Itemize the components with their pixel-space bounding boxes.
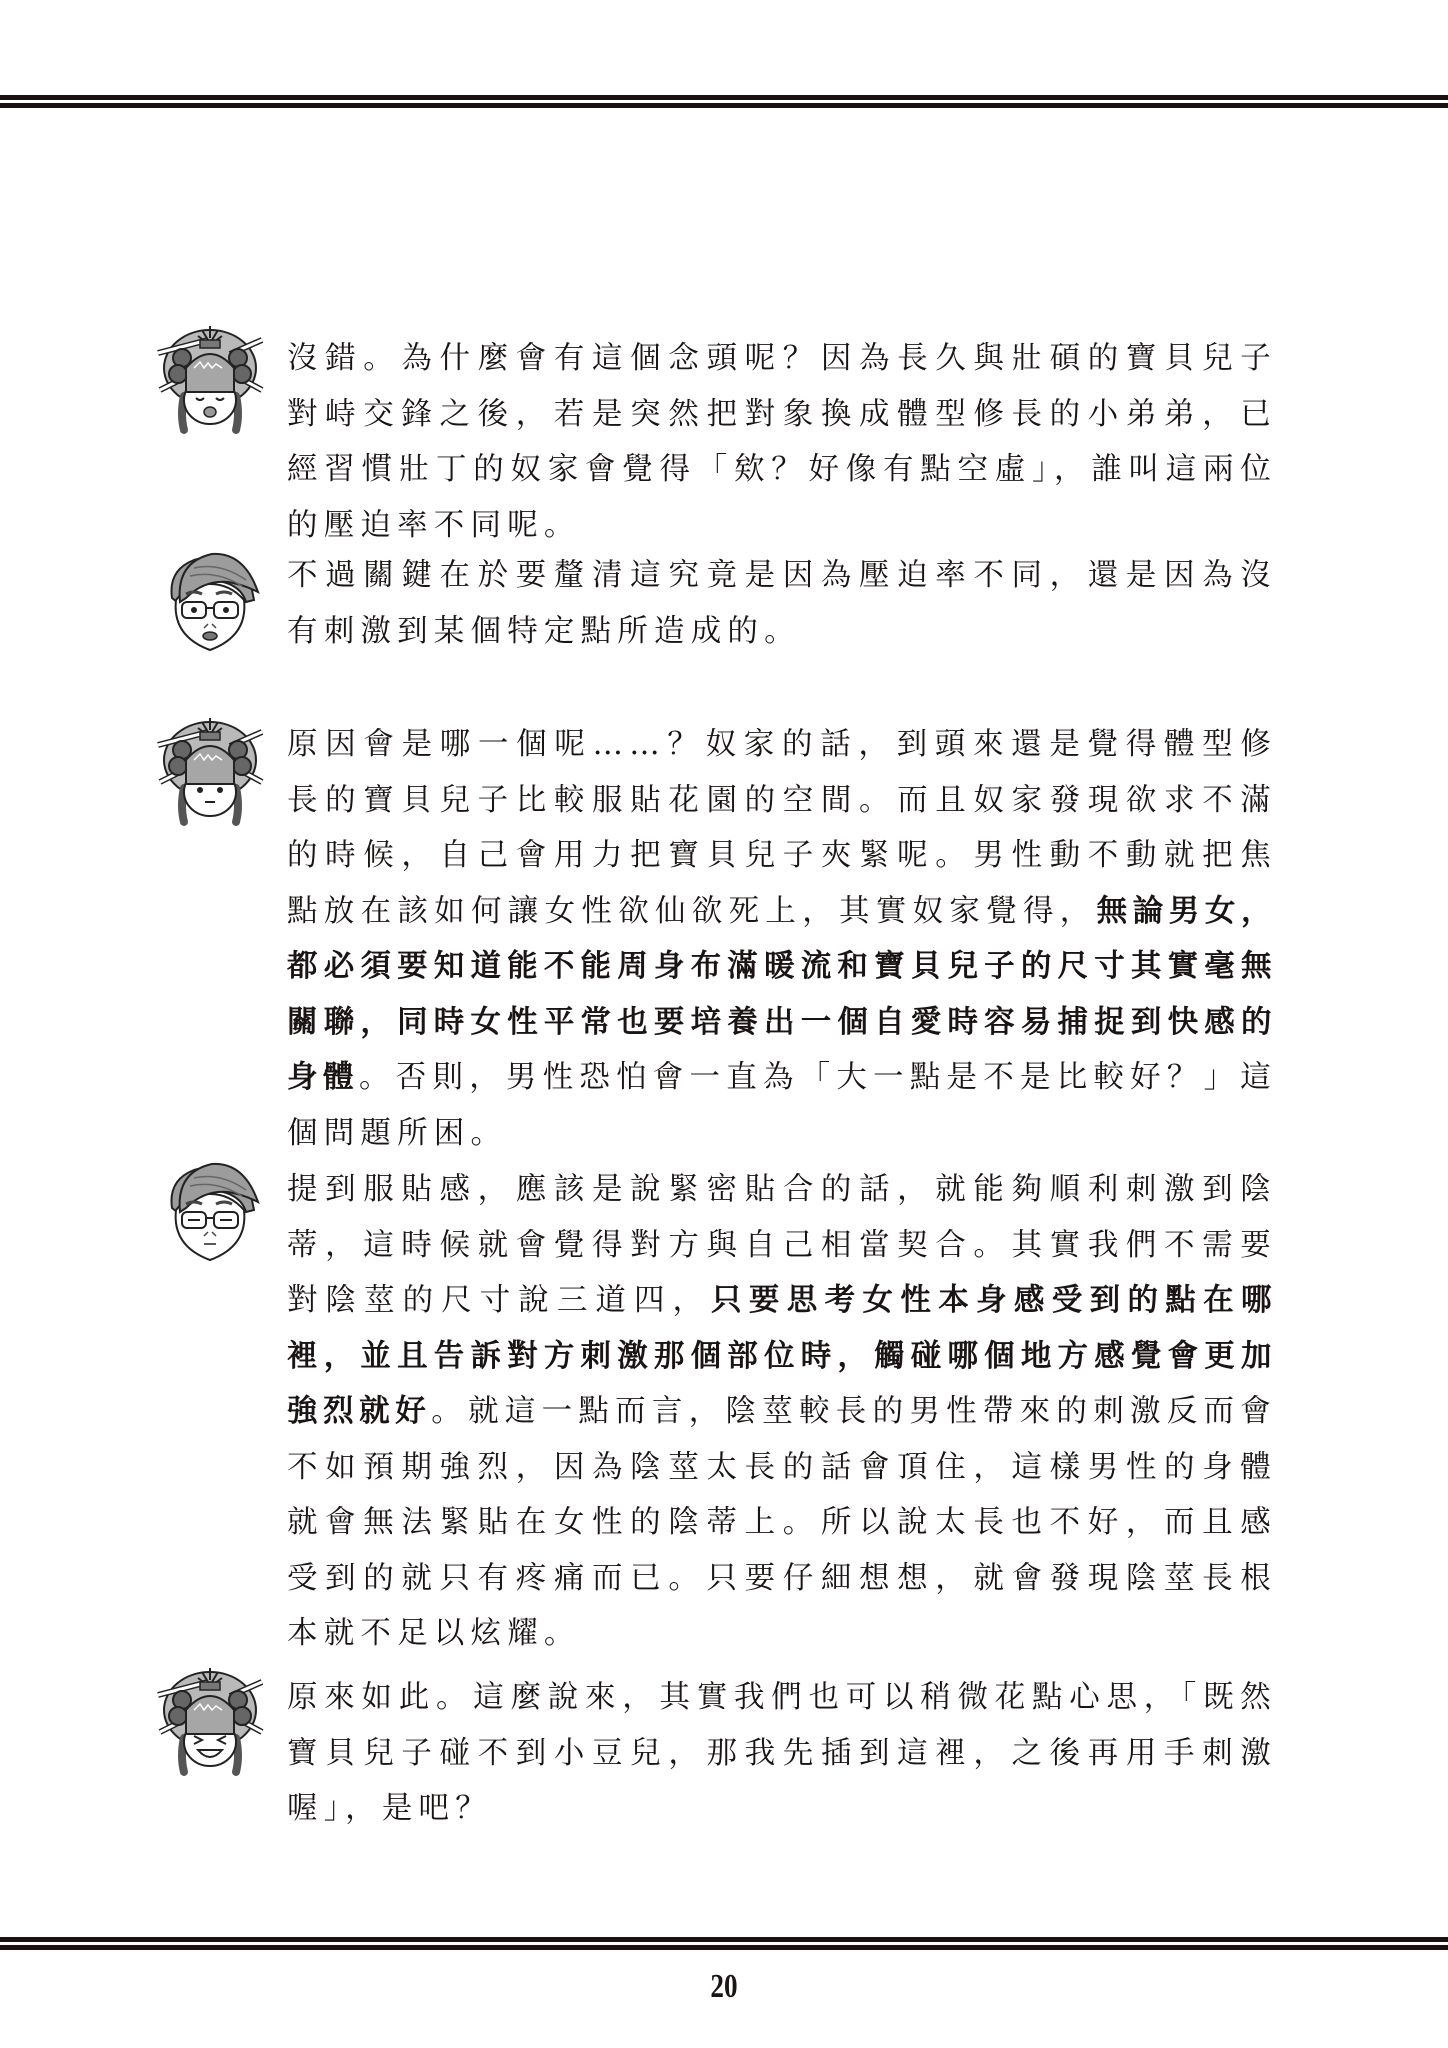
dialog-text-4 bbox=[287, 1162, 1277, 1662]
dialog-text-emphasis: 無論男女，都必須要知道能不能周身布滿暖流和寶貝兒子的尺寸其實毫無關聯，同時女性平常也要培養出一個自愛時容易捕捉到快感的身體 bbox=[287, 893, 1277, 1095]
top-rule-outer bbox=[0, 95, 1448, 100]
bottom-rule-inner bbox=[0, 1945, 1448, 1950]
dialog-text-emphasis: 只要思考女性本身感受到的點在哪裡，並且告訴對方刺激那個部位時，觸碰哪個地方感覺會更加強烈就好 bbox=[287, 1283, 1278, 1429]
dialog-text-segment: 沒錯。為什麼會有這個念頭呢？因為長久與壯碩的寶貝兒子對峙交鋒之後，若是突然把對象換成體型修長的小弟弟，已經習慣壯丁的奴家會覺得「欸？好像有點空虛」，誰叫這兩位的壓迫率不同呢。 bbox=[287, 341, 1277, 543]
page-number: 20 bbox=[710, 1968, 738, 2005]
geisha-avatar-neutral-icon bbox=[150, 710, 270, 830]
dialog-text-segment: 原來如此。這麼說來，其實我們也可以稍微花點心思，「既然寶貝兒子碰不到小豆兒，那我先插到這裡，之後再用手刺激喔」，是吧？ bbox=[287, 1680, 1277, 1826]
dialog-text-1 bbox=[287, 331, 1277, 553]
geisha-avatar-sleepy-icon bbox=[150, 318, 270, 438]
dialog-text-2 bbox=[287, 548, 1277, 659]
geisha-avatar-laughing-icon bbox=[150, 1660, 270, 1780]
dialog-text-segment: 。否則，男性恐怕會一直為「大一點是不是比較好？」這個問題所困。 bbox=[287, 1060, 1278, 1151]
dialog-text-segment: 不過關鍵在於要釐清這究竟是因為壓迫率不同，還是因為沒有刺激到某個特定點所造成的。 bbox=[287, 558, 1277, 649]
doctor-avatar-calm-icon bbox=[150, 1150, 270, 1270]
dialog-text-segment: 原因會是哪一個呢……？奴家的話，到頭來還是覺得體型修長的寶貝兒子比較服貼花園的空間。而且奴家發現欲求不滿的時候，自己會用力把寶貝兒子夾緊呢。男性動不動就把焦點放在該如何讓女性欲仙欲死上，其實奴家覺得， bbox=[287, 727, 1277, 929]
dialog-text-segment: 提到服貼感，應該是說緊密貼合的話，就能夠順利刺激到陰蒂，這時候就會覺得對方與自己相當契合。其實我們不需要對陰莖的尺寸說三道四， bbox=[287, 1172, 1277, 1318]
dialog-text-segment: 。就這一點而言，陰莖較長的男性帶來的刺激反而會不如預期強烈，因為陰莖太長的話會頂住，這樣男性的身體就會無法緊貼在女性的陰蒂上。所以說太長也不好，而且感受到的就只有疼痛而已。只要仔細想想，就會發現陰莖長根本就不足以炫耀。 bbox=[287, 1394, 1277, 1651]
top-rule-inner bbox=[0, 103, 1448, 108]
dialog-text-5 bbox=[287, 1670, 1277, 1837]
doctor-avatar-surprised-icon bbox=[150, 540, 270, 660]
bottom-rule-outer bbox=[0, 1937, 1448, 1942]
dialog-text-3 bbox=[287, 717, 1277, 1161]
